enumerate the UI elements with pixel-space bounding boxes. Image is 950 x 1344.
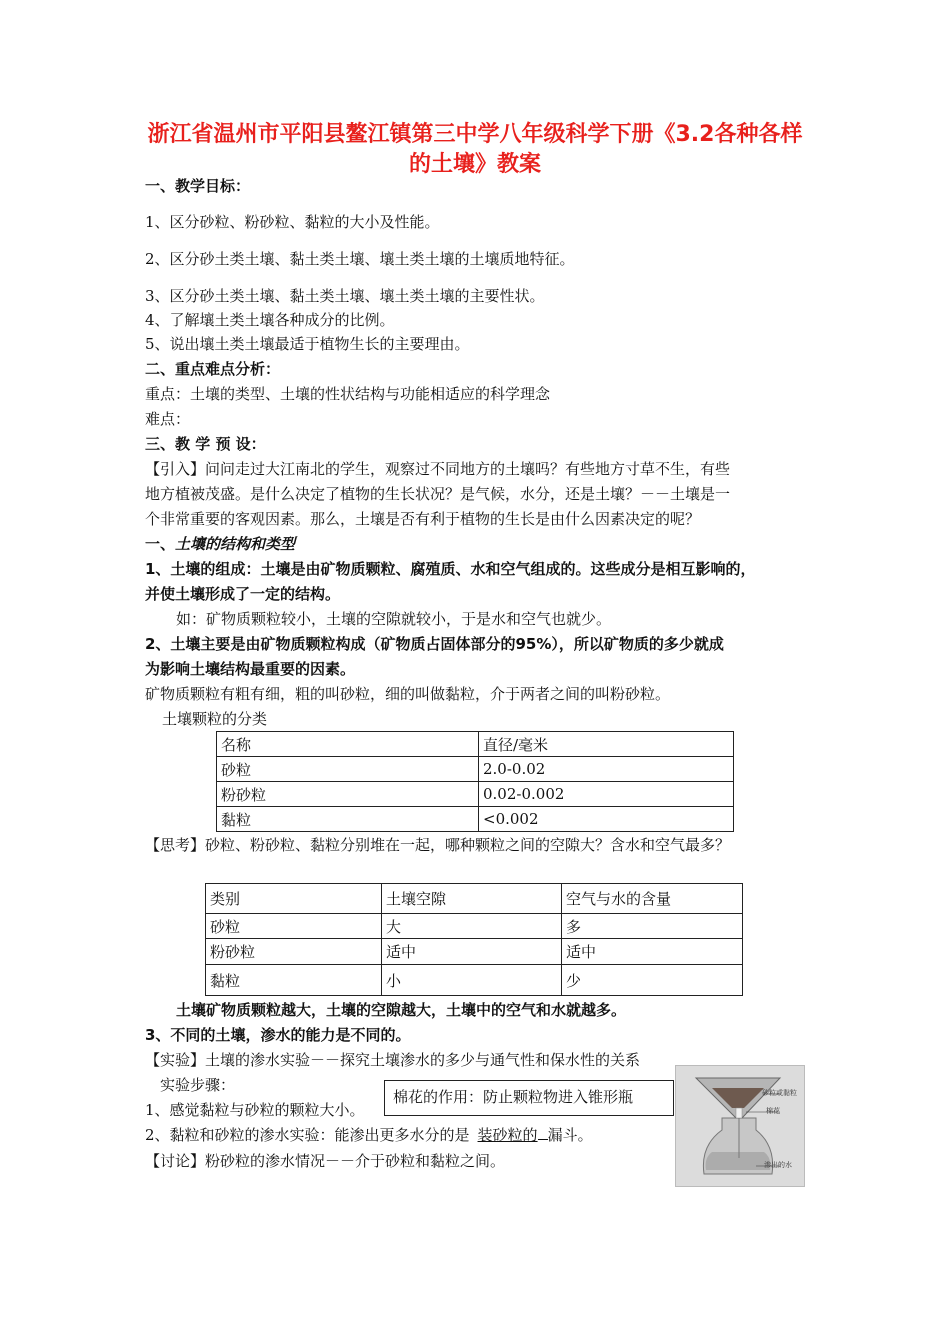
step2-answer: 装砂粒的: [477, 1126, 538, 1144]
particle-classification-table: [216, 731, 734, 832]
table-row: [206, 914, 743, 939]
table-header-row: [217, 732, 734, 757]
section-heading-objectives: 一、教学目标：: [145, 177, 251, 195]
intro-line: 【引入】问问走过大江南北的学生，观察过不同地方的土壤吗？有些地方寸草不生，有些: [145, 460, 731, 478]
table-cell: 0.02-0.002: [479, 782, 734, 807]
table-cell: <0.002: [479, 807, 734, 832]
point2-line: 为影响土壤结构最重要的因素。: [145, 660, 356, 678]
table-row: [206, 965, 743, 996]
table-row: [217, 782, 734, 807]
part1-heading: [145, 534, 295, 554]
experiment-text: 【实验】土壤的渗水实验－－探究土壤渗水的多少与通气性和保水性的关系: [145, 1051, 641, 1069]
figure-label: 渗出的水: [764, 1161, 792, 1169]
table-cell: 砂粒: [206, 914, 382, 939]
point1-line: 1、土壤的组成：土壤是由矿物质颗粒、腐殖质、水和空气组成的。这些成分是相互影响的，: [145, 560, 756, 578]
point1-line: 并使土壤形成了一定的结构。: [145, 585, 341, 603]
step1-text: 1、感觉黏粒与砂粒的颗粒大小。: [145, 1101, 365, 1119]
mineral-text: 矿物质颗粒有粗有细，粗的叫砂粒，细的叫做黏粒，介于两者之间的叫粉砂粒。: [145, 685, 671, 703]
table-cell: 少: [562, 965, 743, 996]
table-row: [217, 757, 734, 782]
table-cell: 粉砂粒: [206, 939, 382, 965]
steps-label: 实验步骤：: [160, 1076, 236, 1094]
point2-line: 2、土壤主要是由矿物质颗粒构成（矿物质占固体部分的95%），所以矿物质的多少就成: [145, 635, 724, 653]
discussion-text: 【讨论】粉砂粒的渗水情况－－介于砂粒和黏粒之间。: [145, 1152, 506, 1170]
table-header-cell: 直径/毫米: [479, 732, 734, 757]
step2-text: [145, 1125, 593, 1145]
objective-item: 5、说出壤土类土壤最适于植物生长的主要理由。: [145, 335, 470, 353]
difficult-point-text: 难点：: [145, 410, 191, 428]
section-heading-keypoints: 二、重点难点分析：: [145, 360, 281, 378]
section-heading-preset: 三、教 学 预 设：: [145, 435, 266, 453]
table-cell: 多: [562, 914, 743, 939]
key-point-text: 重点：土壤的类型、土壤的性状结构与功能相适应的科学理念: [145, 385, 551, 403]
table-cell: 黏粒: [206, 965, 382, 996]
table-row: [206, 939, 743, 965]
objective-item: 3、区分砂土类土壤、黏土类土壤、壤土类土壤的主要性状。: [145, 287, 545, 305]
objective-item: 1、区分砂粒、粉砂粒、黏粒的大小及性能。: [145, 213, 440, 231]
document-title: 浙江省温州市平阳县鳌江镇第三中学八年级科学下册《3.2各种各样的土壤》教案: [147, 122, 803, 177]
cotton-function-note: 棉花的作用：防止颗粒物进入锥形瓶: [384, 1080, 674, 1116]
table-cell: 2.0-0.02: [479, 757, 734, 782]
particle-gap-table: [205, 883, 743, 996]
point3-text: 3、不同的土壤，渗水的能力是不同的。: [145, 1026, 411, 1044]
figure-label: 棉花: [766, 1107, 780, 1115]
table-cell: 黏粒: [217, 807, 479, 832]
part1-title: 土壤的结构和类型: [175, 535, 296, 553]
table-cell: 砂粒: [217, 757, 479, 782]
example-text: 如：矿物质颗粒较小，土壤的空隙就较小，于是水和空气也就少。: [176, 610, 612, 628]
intro-line: 个非常重要的客观因素。那么，土壤是否有利于植物的生长是由什么因素决定的呢？: [145, 510, 701, 528]
table-cell: 适中: [562, 939, 743, 965]
table-cell: 小: [382, 965, 562, 996]
table-cell: 粉砂粒: [217, 782, 479, 807]
table-header-row: [206, 884, 743, 914]
table-cell: 适中: [382, 939, 562, 965]
table-header-cell: 名称: [217, 732, 479, 757]
think-question: 【思考】砂粒、粉砂粒、黏粒分别堆在一起，哪种颗粒之间的空隙大？含水和空气最多？: [145, 836, 731, 854]
table-header-cell: 类别: [206, 884, 382, 914]
objective-item: 4、了解壤土类土壤各种成分的比例。: [145, 311, 395, 329]
step2-prefix: 2、黏粒和砂粒的渗水实验：能渗出更多水分的是: [145, 1126, 470, 1144]
objective-item: 2、区分砂土类土壤、黏土类土壤、壤土类土壤的土壤质地特征。: [145, 250, 575, 268]
table-header-cell: 空气与水的含量: [562, 884, 743, 914]
table1-caption: 土壤颗粒的分类: [162, 710, 268, 728]
figure-label: 砂粒或黏粒: [762, 1089, 797, 1097]
table-cell: 大: [382, 914, 562, 939]
step2-suffix: 漏斗。: [547, 1126, 593, 1144]
funnel-experiment-image: [675, 1065, 805, 1187]
part1-prefix: 一、: [145, 535, 176, 553]
table-row: [217, 807, 734, 832]
conclusion-text: 土壤矿物质颗粒越大，土壤的空隙越大，土壤中的空气和水就越多。: [176, 1001, 627, 1019]
intro-line: 地方植被茂盛。是什么决定了植物的生长状况？是气候，水分，还是土壤？－－土壤是一: [145, 485, 731, 503]
table-header-cell: 土壤空隙: [382, 884, 562, 914]
